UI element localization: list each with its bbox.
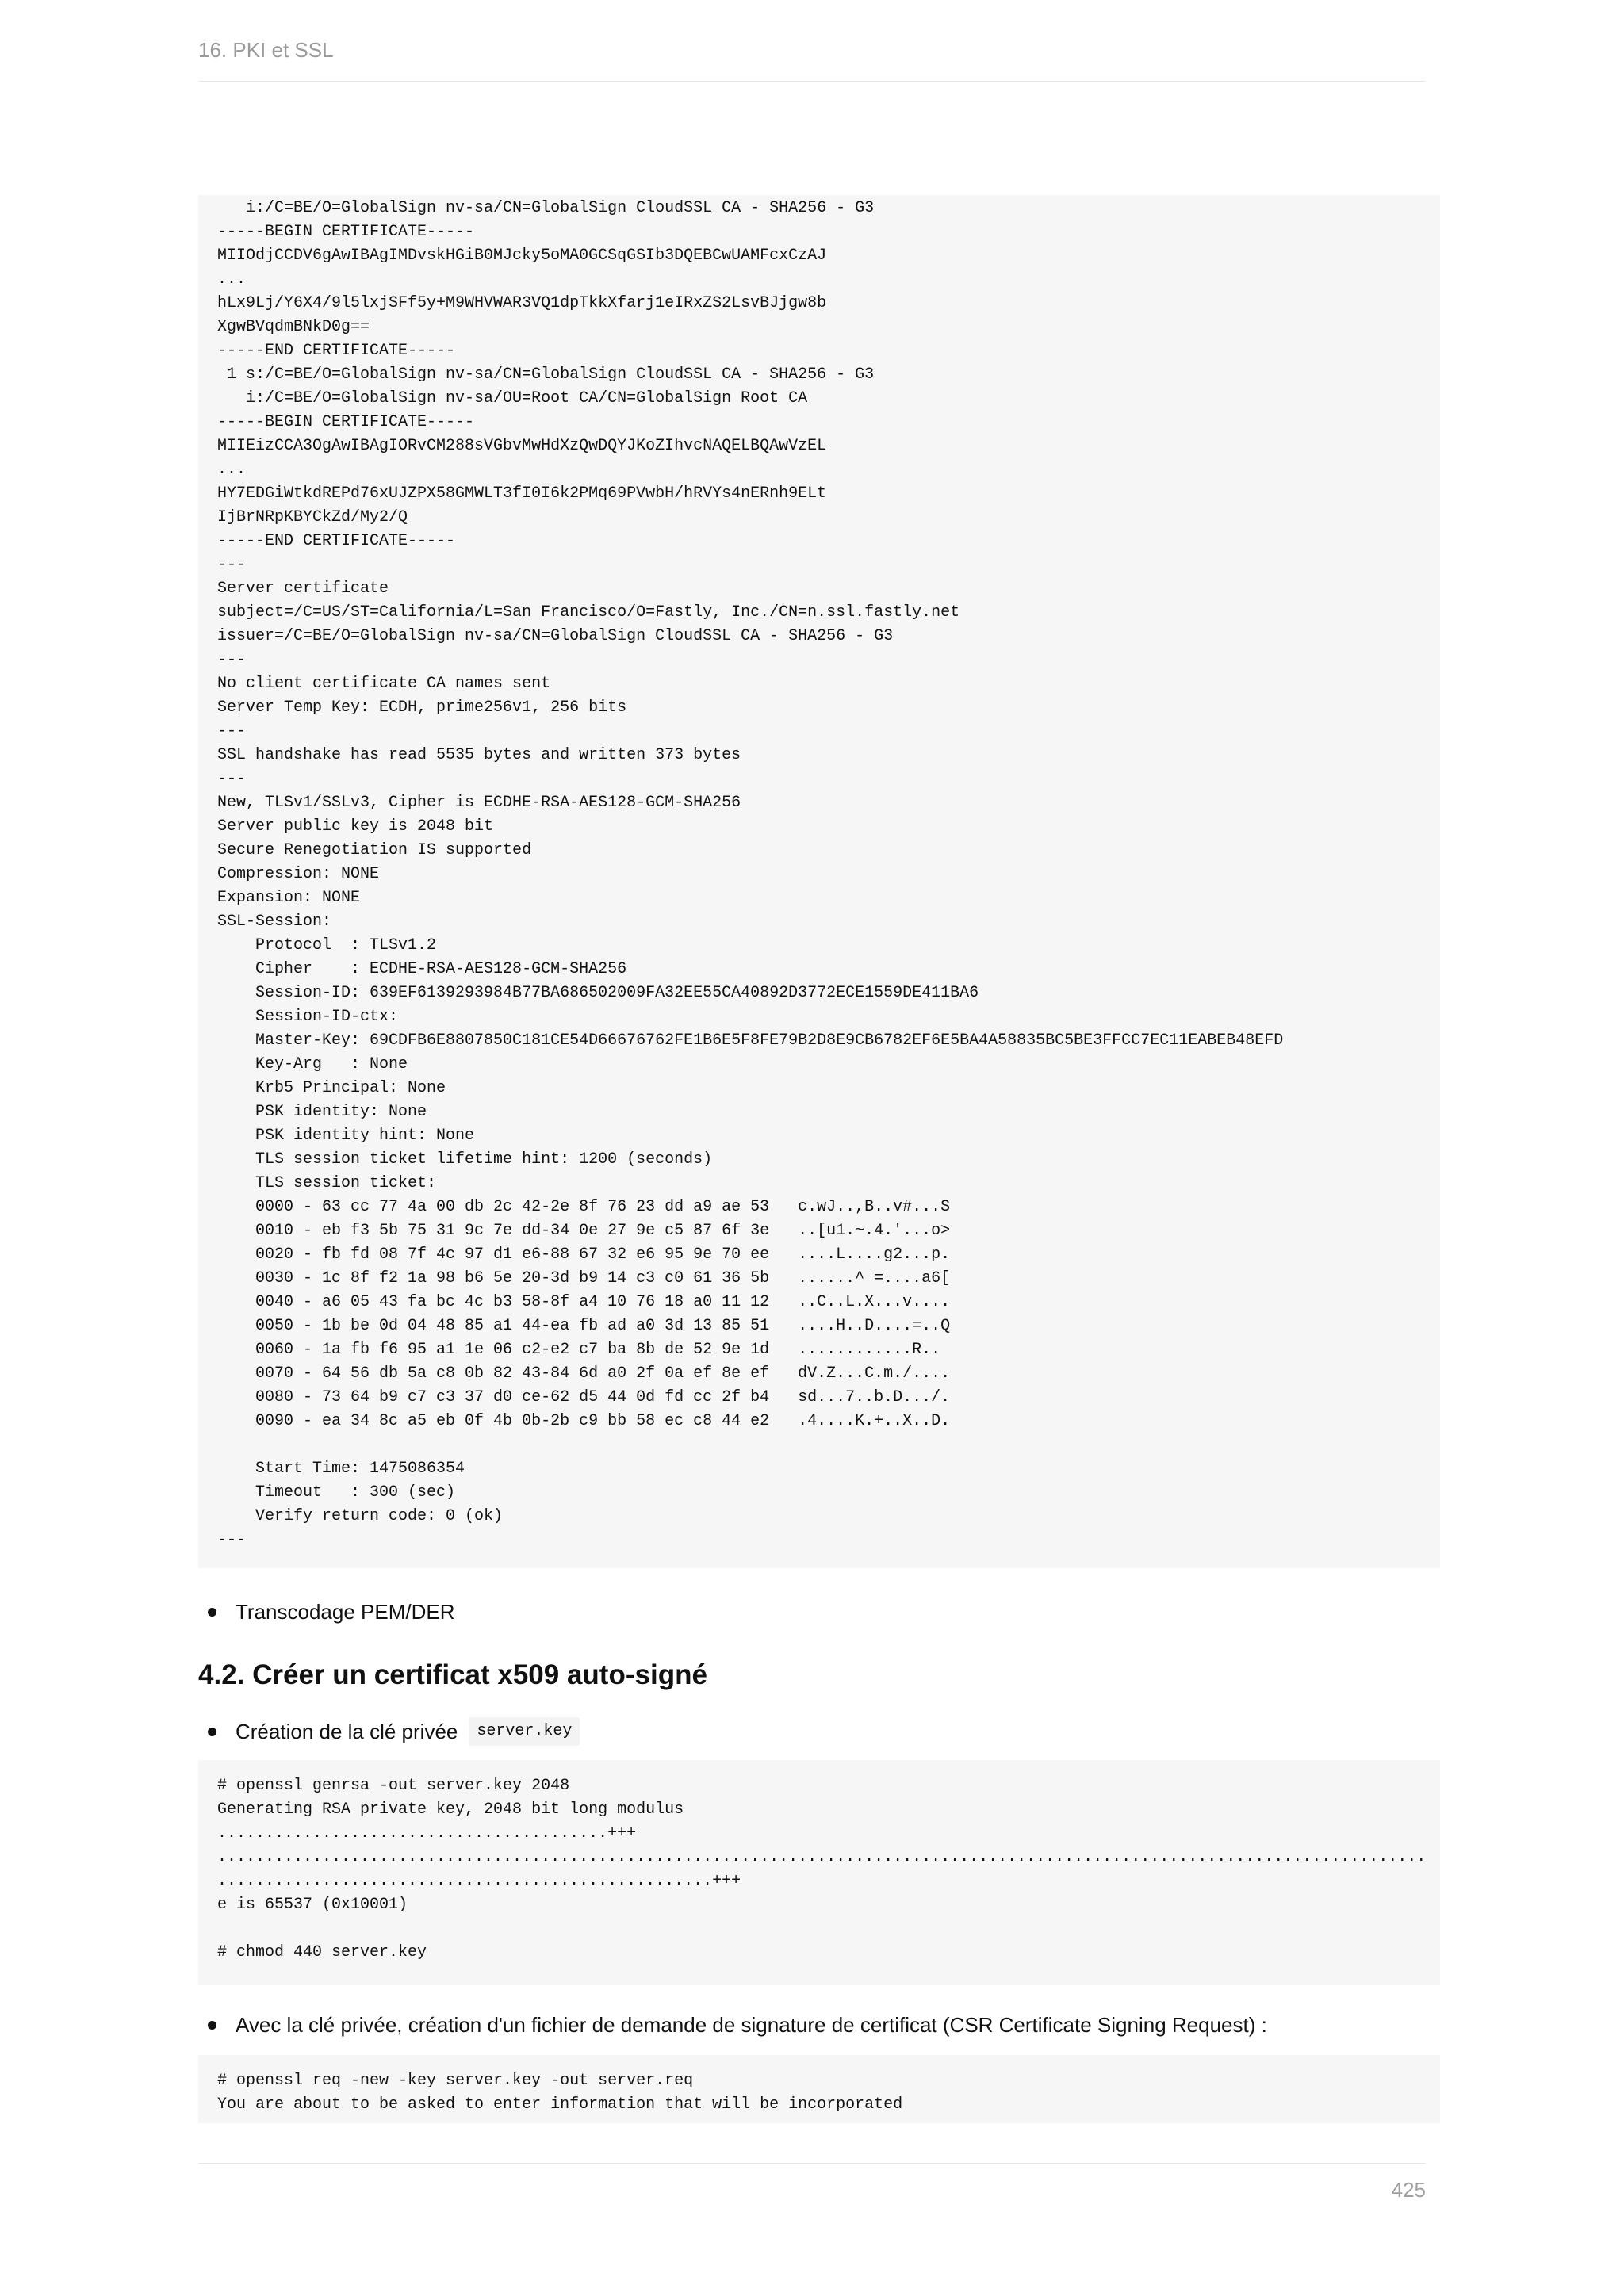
bullet-dot — [208, 1728, 216, 1736]
list-item-csr — [208, 2012, 1267, 2038]
page-number: 425 — [1391, 2178, 1426, 2202]
list-item-text: Transcodage PEM/DER — [236, 1600, 455, 1624]
list-item-text: Création de la clé privée — [236, 1720, 458, 1743]
code-block-genrsa: # openssl genrsa -out server.key 2048 Generating RSA private key, 2048 bit long modulus .........................................+++ ............................................................................................................................... ....................................................+++ e is 65537 (0x10001) # chmod 440 server.key — [198, 1760, 1440, 1985]
page-header — [198, 38, 1426, 82]
bullet-dot — [208, 2021, 216, 2030]
list-item-transcodage — [208, 1599, 454, 1624]
section-heading: 4.2. Créer un certificat x509 auto-signé — [198, 1659, 707, 1690]
code-block-ssl-session: i:/C=BE/O=GlobalSign nv-sa/CN=GlobalSign CloudSSL CA - SHA256 - G3 -----BEGIN CERTIFICATE----- MIIOdjCCDV6gAwIBAgIMDvskHGiB0MJcky5oMA0GCSqGSIb3DQEBCwUAMFcxCzAJ ... hLx9Lj/Y6X4/9l5lxjSFf5y+M9WHVWAR3VQ1dpTkkXfarj1eIRxZS2LsvBJjgw8b XgwBVqdmBNkD0g== -----END CERTIFICATE----- 1 s:/C=BE/O=GlobalSign nv-sa/CN=GlobalSign CloudSSL CA - SHA256 - G3 i:/C=BE/O=GlobalSign nv-sa/OU=Root CA/CN=GlobalSign Root CA -----BEGIN CERTIFICATE----- MIIEizCCA3OgAwIBAgIORvCM288sVGbvMwHdXzQwDQYJKoZIhvcNAQELBQAwVzEL ... HY7EDGiWtkdREPd76xUJZPX58GMWLT3fI0I6k2PMq69PVwbH/hRVYs4nERnh9ELt IjBrNRpKBYCkZd/My2/Q -----END CERTIFICATE----- --- Server certificate subject=/C=US/ST=California/L=San Francisco/O=Fastly, Inc./CN=n.ssl.fastly.net issuer=/C=BE/O=GlobalSign nv-sa/CN=GlobalSign CloudSSL CA - SHA256 - G3 --- No client certificate CA names sent Server Temp Key: ECDH, prime256v1, 256 bits --- SSL handshake has read 5535 bytes and written 373 bytes --- New, TLSv1/SSLv3, Cipher is ECDHE-RSA-AES128-GCM-SHA256 Server public key is 2048 bit Secure Renegotiation IS supported Compression: NONE Expansion: NONE SSL-Session: Protocol : TLSv1.2 Cipher : ECDHE-RSA-AES128-GCM-SHA256 Session-ID: 639EF6139293984B77BA686502009FA32EE55CA40892D3772ECE1559DE411BA6 Session-ID-ctx: Master-Key: 69CDFB6E8807850C181CE54D66676762FE1B6E5F8FE79B2D8E9CB6782EF6E5BA4A58835BC5BE3FFCC7EC11EABEB48EFD Key-Arg : None Krb5 Principal: None PSK identity: None PSK identity hint: None TLS session ticket lifetime hint: 1200 (seconds) TLS session ticket: 0000 - 63 cc 77 4a 00 db 2c 42-2e 8f 76 23 dd a9 ae 53 c.wJ..,B..v#...S 0010 - eb f3 5b 75 31 9c 7e dd-34 0e 27 9e c5 87 6f 3e ..[u1.~.4.'...o> 0020 - fb fd 08 7f 4c 97 d1 e6-88 67 32 e6 95 9e 70 ee ....L....g2...p. 0030 - 1c 8f f2 1a 98 b6 5e 20-3d b9 14 c3 c0 61 36 5b ......^ =....a6[ 0040 - a6 05 43 fa bc 4c b3 58-8f a4 10 76 18 a0 11 12 ..C..L.X...v.... 0050 - 1b be 0d 04 48 85 a1 44-ea fb ad a0 3d 13 85 51 ....H..D....=..Q 0060 - 1a fb f6 95 a1 1e 06 c2-e2 c7 ba 8b de 52 9e 1d ............R.. 0070 - 64 56 db 5a c8 0b 82 43-84 6d a0 2f 0a ef 8e ef dV.Z...C.m./.... 0080 - 73 64 b9 c7 c3 37 d0 ce-62 d5 44 0d fd cc 2f b4 sd...7..b.D.../. 0090 - ea 34 8c a5 eb 0f 4b 0b-2b c9 bb 58 ec c8 44 e2 .4....K.+..X..D. Start Time: 1475086354 Timeout : 300 (sec) Verify return code: 0 (ok) --- — [198, 195, 1440, 1568]
list-item-text: Avec la clé privée, création d'un fichier de demande de signature de certificat (CSR Certificate Signing Request) : — [236, 2013, 1267, 2037]
code-block-req: # openssl req -new -key server.key -out server.req You are about to be asked to enter information that will be incorporated — [198, 2055, 1440, 2123]
list-item-private-key — [208, 1717, 580, 1746]
bullet-dot — [208, 1608, 216, 1617]
inline-code-server-key: server.key — [469, 1717, 580, 1746]
chapter-title: 16. PKI et SSL — [198, 38, 334, 62]
page-footer — [198, 2163, 1426, 2202]
